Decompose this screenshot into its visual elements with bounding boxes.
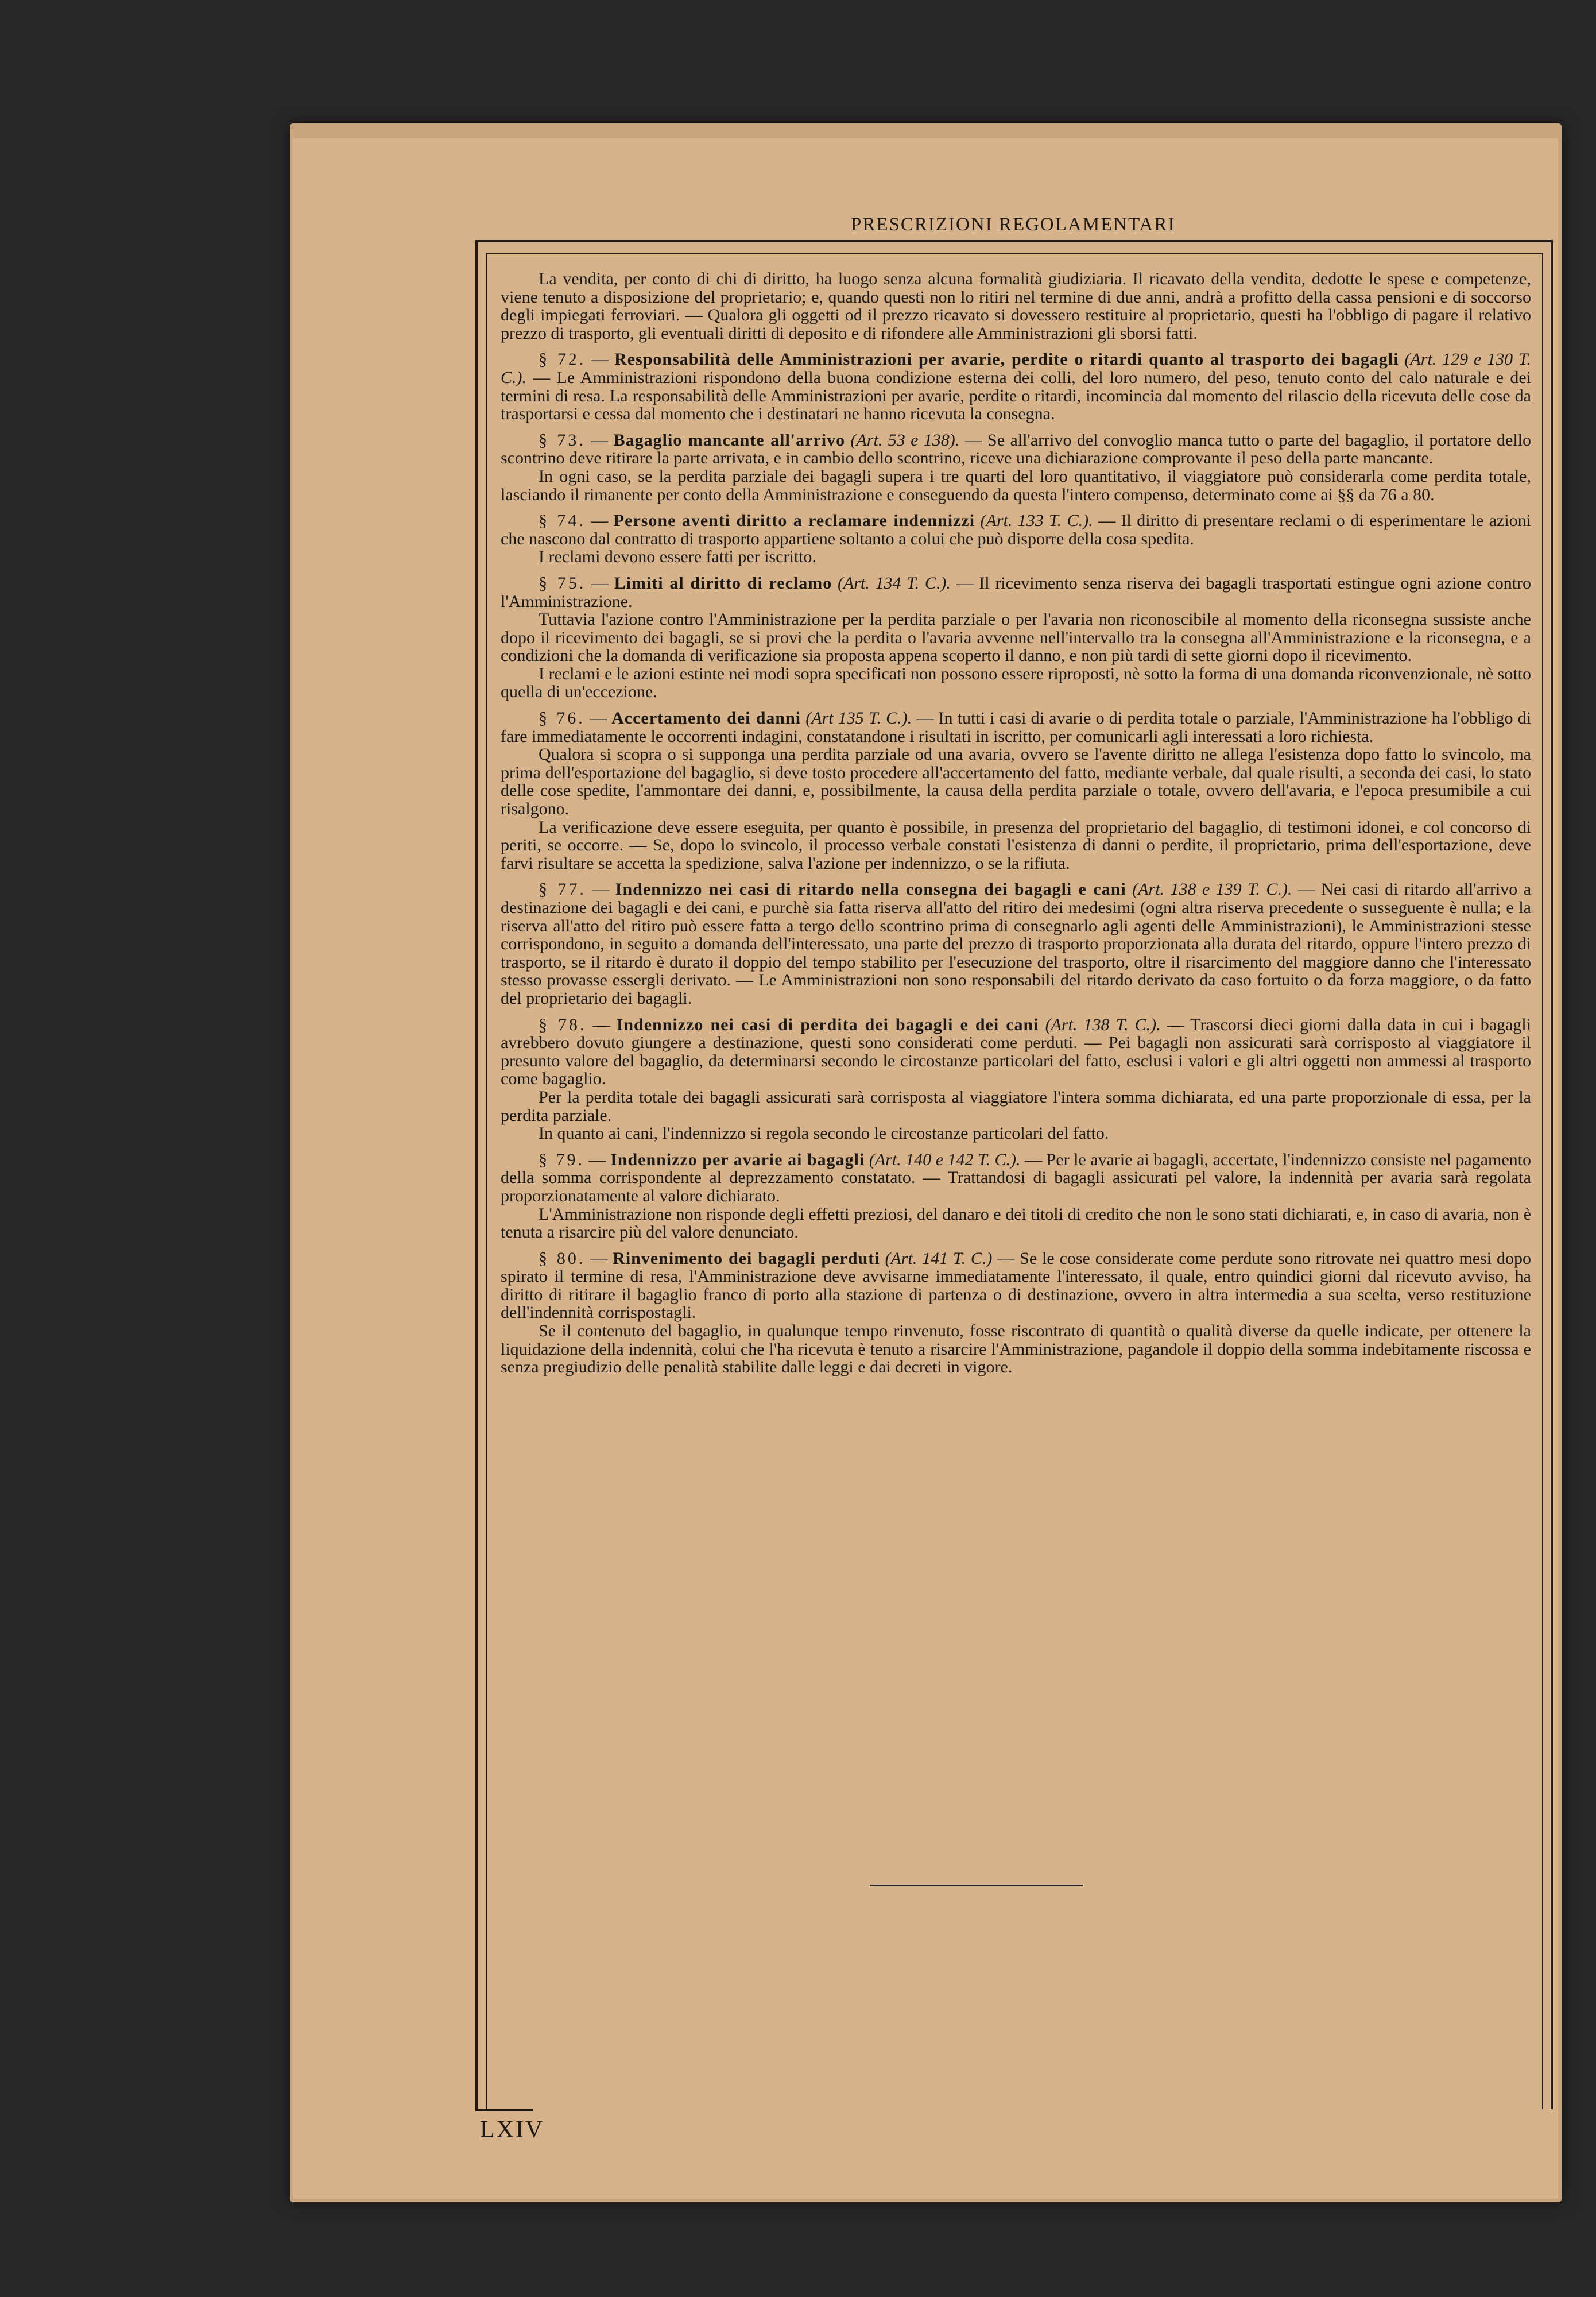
section-76 — [501, 709, 1531, 872]
section-title: Responsabilità delle Amministrazioni per avarie, perdite o ritardi quanto al trasporto dei bagagli — [614, 350, 1399, 369]
folio-rule — [475, 2109, 533, 2111]
section-paragraph: L'Amministrazione non risponde degli effetti preziosi, del danaro e dei titoli di credito che non le sono stati dichiarati, e, in caso di avaria, non è tenuta a risarcire più del valore denunciato. — [501, 1204, 1531, 1242]
section-paragraph: Qualora si scopra o si supponga una perdita parziale od una avaria, ovvero se l'avente diritto ne allega l'esistenza dopo fatto lo svincolo, ma prima dell'esportazione del bagaglio, si deve tosto procedere all'accertamento del fatto, mediante verbale, dal quale risulti, a seconda dei casi, lo stato delle cose spedite, l'ammontare dei danni, e, possibilmente, la causa della perdita parziale o totale, ovvero dell'avaria, e l'epoca presumibile a cui risalgono. — [501, 745, 1531, 819]
article-reference: (Art 135 T. C.). — [805, 709, 912, 728]
section-title: Persone aventi diritto a reclamare indennizzi — [613, 511, 975, 531]
section-paragraph: § 80. — Rinvenimento dei bagagli perduti (Art. 141 T. C.) — Se le cose considerate come perdute sono ritrovate nei quattro mesi dopo spirato il termine di resa, l'Amministrazione deve avvisarne immediatamente l'interessato, il quale, entro quindici giorni dal ricevuto avviso, ha diritto di ritirare il bagaglio franco di porto alla stazione di partenza o di destinazione, ovvero in altra intermedia a sua scelta, verso restituzione dell'indennità corrispostagli. — [501, 1248, 1531, 1322]
section-title: Accertamento dei danni — [611, 709, 801, 728]
section-number: § 78. — [539, 1015, 587, 1034]
section-paragraph: Tuttavia l'azione contro l'Amministrazione per la perdita parziale o per l'avaria non riconoscibile al momento della riconsegna sussiste anche dopo il ricevimento dei bagagli, se si provi che la perdita o l'avaria avvenne nell'intervallo tra la consegna all'Amministrazione e la riconsegna, e a condizioni che la domanda di verificazione sia proposta appena scoperto il danno, e non più tardi di sette giorni dopo il ricevimento. — [501, 610, 1531, 666]
section-number: § 73. — [539, 430, 586, 450]
running-head: PRESCRIZIONI REGOLAMENTARI — [851, 214, 1176, 235]
section-number: § 80. — [539, 1248, 586, 1268]
page-top-edge — [290, 123, 1562, 138]
closing-rule — [870, 1885, 1083, 1886]
section-title: Rinvenimento dei bagagli perduti — [613, 1248, 880, 1268]
article-reference: (Art. 138 e 139 T. C.). — [1132, 880, 1292, 899]
article-reference: (Art. 138 T. C.). — [1045, 1015, 1161, 1034]
section-paragraph: § 74. — Persone aventi diritto a reclamare indennizzi (Art. 133 T. C.). — Il diritto di presentare reclami o di esperimentare le azioni che nascono dal contratto di trasporto appartiene soltanto a colui che può disporre della cosa spedita. — [501, 511, 1532, 548]
article-reference: (Art. 129 e 130 T. C.). — [501, 350, 1531, 387]
article-reference: (Art. 141 T. C.) — [885, 1248, 993, 1268]
section-72 — [501, 350, 1531, 423]
section-title: Indennizzo per avarie ai bagagli — [610, 1150, 865, 1169]
section-74 — [501, 512, 1531, 566]
intro-paragraph: La vendita, per conto di chi di diritto, ha luogo senza alcuna formalità giudiziaria. Il ricavato della vendita, dedotte le spese e competenze, viene tenuto a disposizione del proprietario; e, quando questi non lo ritiri nel termine di due anni, andrà a profitto della cassa pensioni e di soccorso degli impiegati ferroviari. — Qualora gli oggetti od il prezzo ricavato si dovessero restituire al proprietario, questi ha l'obbligo di pagare il relativo prezzo di trasporto, gli eventuali diritti di deposito e di rifondere alle Amministrazioni gli sborsi fatti. — [501, 269, 1531, 343]
section-paragraph: § 72. — Responsabilità delle Amministrazioni per avarie, perdite o ritardi quanto al trasporto dei bagagli (Art. 129 e 130 T. C.). — Le Amministrazioni rispondono della buona condizione esterna dei colli, del loro numero, del peso, tenuto conto del calo naturale e dei termini di resa. La responsabilità delle Amministrazioni per avarie, perdite o ritardi, incomincia dal momento del rilascio della ricevuta delle cose da trasportarsi e cessa dal momento che i destinatari ne hanno ricevuta la consegna. — [501, 350, 1532, 424]
section-paragraph: In ogni caso, se la perdita parziale dei bagagli supera i tre quarti del loro quantitativo, il viaggiatore può considerarla come perdita totale, lasciando il rimanente per conto della Amministrazione e conseguendo da questa l'intero compenso, determinato come ai §§ da 76 a 80. — [501, 466, 1531, 504]
section-text: — In tutti i casi di avarie o di perdita totale o parziale, l'Amministrazione ha l'obbligo di fare immediatamente le occorrenti indagini, constatandone i risultati in iscritto, per comunicarli agli interessati a loro richiesta. — [501, 709, 1532, 746]
section-paragraph: I reclami e le azioni estinte nei modi sopra specificati non possono essere riproposti, nè sotto la forma di una domanda riconvenzionale, nè sotto quella di un'eccezione. — [501, 664, 1531, 702]
section-78 — [501, 1016, 1531, 1143]
section-number: § 75. — [539, 573, 586, 593]
section-75 — [501, 574, 1531, 701]
section-number: § 72. — [539, 350, 586, 369]
page-number: LXIV — [480, 2117, 545, 2143]
section-number: § 76. — [539, 709, 585, 728]
section-paragraph: § 76. — Accertamento dei danni (Art 135 T. C.). — In tutti i casi di avarie o di perdita totale o parziale, l'Amministrazione ha l'obbligo di fare immediatamente le occorrenti indagini, constatandone i risultati in iscritto, per comunicarli agli interessati a loro richiesta. — [501, 709, 1532, 746]
article-reference: (Art. 134 T. C.). — [837, 573, 951, 593]
section-paragraph: In quanto ai cani, l'indennizzo si regola secondo le circostanze particolari del fatto. — [539, 1124, 1109, 1143]
section-paragraph: § 75. — Limiti al diritto di reclamo (Art. 134 T. C.). — Il ricevimento senza riserva dei bagagli trasportati estingue ogni azione contro l'Amministrazione. — [501, 573, 1532, 611]
section-title: Indennizzo nei casi di perdita dei bagagli e dei cani — [616, 1015, 1039, 1034]
section-title: Indennizzo nei casi di ritardo nella consegna dei bagagli e cani — [615, 880, 1126, 899]
article-reference: (Art. 140 e 142 T. C.). — [869, 1150, 1021, 1169]
section-text: — Trascorsi dieci giorni dalla data in cui i bagagli avrebbero dovuto giungere a destinazione, questi sono considerati come perduti. — Pei bagagli non assicurati sarà corrisposto al viaggiatore il presunto valore del bagaglio, da determinarsi secondo le circostanze particolari del fatto, esclusi i valori e gli altri oggetti non ammessi al trasporto come bagaglio. — [501, 1015, 1532, 1089]
section-paragraph: § 73. — Bagaglio mancante all'arrivo (Art. 53 e 138). — Se all'arrivo del convoglio manca tutto o parte del bagaglio, il portatore dello scontrino deve ritirare la parte arrivata, e in cambio dello scontrino, riceve una dichiarazione comprovante il peso della parte mancante. — [501, 430, 1532, 468]
article-reference: (Art. 53 e 138). — [850, 430, 960, 450]
section-number: § 79. — [539, 1150, 585, 1169]
section-80 — [501, 1250, 1531, 1376]
section-number: § 74. — [539, 511, 586, 531]
section-text: — Se le cose considerate come perdute sono ritrovate nei quattro mesi dopo spirato il termine di resa, l'Amministrazione deve avvisarne immediatamente l'interessato, il quale, entro quindici giorni dal ricevuto avviso, ha diritto di ritirare il bagaglio franco di porto alla stazione di partenza o di destinazione, ovvero in altra intermedia a sua scelta, verso restituzione dell'indennità corrispostagli. — [501, 1248, 1531, 1322]
section-73 — [501, 431, 1531, 504]
section-text: — Le Amministrazioni rispondono della buona condizione esterna dei colli, del loro numero, del peso, tenuto conto del calo naturale e dei termini di resa. La responsabilità delle Amministrazioni per avarie, perdite o ritardi, incomincia dal momento del rilascio della ricevuta delle cose da trasportarsi e cessa dal momento che i destinatari ne hanno ricevuta la consegna. — [501, 368, 1532, 424]
section-title: Bagaglio mancante all'arrivo — [613, 430, 846, 450]
section-paragraph: I reclami devono essere fatti per iscritto. — [539, 547, 816, 567]
section-text: — Il ricevimento senza riserva dei bagagli trasportati estingue ogni azione contro l'Amministrazione. — [501, 573, 1532, 611]
section-77 — [501, 880, 1531, 1007]
section-paragraph: Per la perdita totale dei bagagli assicurati sarà corrisposta al viaggiatore l'intera somma dichiarata, ed una parte proporzionale di essa, per la perdita parziale. — [501, 1087, 1531, 1125]
section-text: — Se all'arrivo del convoglio manca tutto o parte del bagaglio, il portatore dello scontrino deve ritirare la parte arrivata, e in cambio dello scontrino, riceve una dichiarazione comprovante il peso della parte mancante. — [501, 430, 1532, 468]
section-79 — [501, 1151, 1531, 1242]
section-paragraph: Se il contenuto del bagaglio, in qualunque tempo rinvenuto, fosse riscontrato di quantità o qualità diverse da quelle indicate, per ottenere la liquidazione della indennità, colui che l'ha ricevuta è tenuto a risarcire l'Amministrazione, pagandole il doppio della somma indebitamente riscossa e senza pregiudizio delle penalità stabilite dalle leggi e dai decreti in vigore. — [501, 1321, 1531, 1377]
body-text — [501, 270, 1531, 1376]
section-title: Limiti al diritto di reclamo — [614, 573, 832, 593]
section-text: — Per le avarie ai bagagli, accertate, l'indennizzo consiste nel pagamento della somma corrispondente al deprezzamento constatato. — Trattandosi di bagagli assicurati pel valore, la indennità per avaria sarà regolata proporzionatamente al valore dichiarato. — [501, 1150, 1532, 1205]
section-paragraph: § 79. — Indennizzo per avarie ai bagagli (Art. 140 e 142 T. C.). — Per le avarie ai bagagli, accertate, l'indennizzo consiste nel pagamento della somma corrispondente al deprezzamento constatato. — Trattandosi di bagagli assicurati pel valore, la indennità per avaria sarà regolata proporzionatamente al valore dichiarato. — [501, 1150, 1532, 1205]
article-reference: (Art. 133 T. C.). — [980, 511, 1093, 531]
section-number: § 77. — [539, 880, 586, 899]
section-paragraph: § 77. — Indennizzo nei casi di ritardo nella consegna dei bagagli e cani (Art. 138 e 139 T. C.). — Nei casi di ritardo all'arrivo a destinazione dei bagagli e dei cani, e purchè sia fatta riserva all'atto del ritiro dei medesimi (ogni altra riserva precedente o susseguente è nulla; e la riserva all'atto del ritiro può essere fatta a tergo dello scontrino prima di consegnarlo agli agenti delle Amministrazioni), le Amministrazioni stesse corrispondono, in seguito a domanda dell'interessato, una parte del prezzo di trasporto proporzionata alla durata del ritardo, oppure l'intero prezzo di trasporto, se il ritardo è durato il doppio del tempo stabilito per l'esecuzione del trasporto, oltre il risarcimento del maggiore danno che l'interessato stesso provasse essergli derivato. — Le Amministrazioni non sono responsabili del ritardo derivato da caso fortuito o da forza maggiore, o da fatto del proprietario dei bagagli. — [501, 880, 1532, 1008]
section-paragraph: § 78. — Indennizzo nei casi di perdita dei bagagli e dei cani (Art. 138 T. C.). — Trascorsi dieci giorni dalla data in cui i bagagli avrebbero dovuto giungere a destinazione, questi sono considerati come perduti. — Pei bagagli non assicurati sarà corrisposto al viaggiatore il presunto valore del bagaglio, da determinarsi secondo le circostanze particolari del fatto, esclusi i valori e gli altri oggetti non ammessi al trasporto come bagaglio. — [501, 1015, 1532, 1089]
section-text: — Nei casi di ritardo all'arrivo a destinazione dei bagagli e dei cani, e purchè sia fatta riserva all'atto del ritiro dei medesimi (ogni altra riserva precedente o susseguente è nulla; e la riserva all'atto del ritiro può essere fatta a tergo dello scontrino prima di consegnarlo agli agenti delle Amministrazioni), le Amministrazioni stesse corrispondono, in seguito a domanda dell'interessato, una parte del prezzo di trasporto proporzionata alla durata del ritardo, oppure l'intero prezzo di trasporto, se il ritardo è durato il doppio del tempo stabilito per l'esecuzione del trasporto, oltre il risarcimento del maggiore danno che l'interessato stesso provasse essergli derivato. — Le Amministrazioni non sono responsabili del ritardo derivato da caso fortuito o da forza maggiore, o da fatto del proprietario dei bagagli. — [501, 880, 1532, 1008]
section-text: — Il diritto di presentare reclami o di esperimentare le azioni che nascono dal contratto di trasporto appartiene soltanto a colui che può disporre della cosa spedita. — [501, 511, 1532, 548]
section-paragraph: La verificazione deve essere eseguita, per quanto è possibile, in presenza del proprietario del bagaglio, di testimoni idonei, e col concorso di periti, se occorre. — Se, dopo lo svincolo, il processo verbale constati l'esistenza di danni o perdite, il proprietario, prima dell'esportazione, deve farvi risultare se accetta la spedizione, salva l'azione per indennizzo, o se la rifiuta. — [501, 817, 1531, 873]
